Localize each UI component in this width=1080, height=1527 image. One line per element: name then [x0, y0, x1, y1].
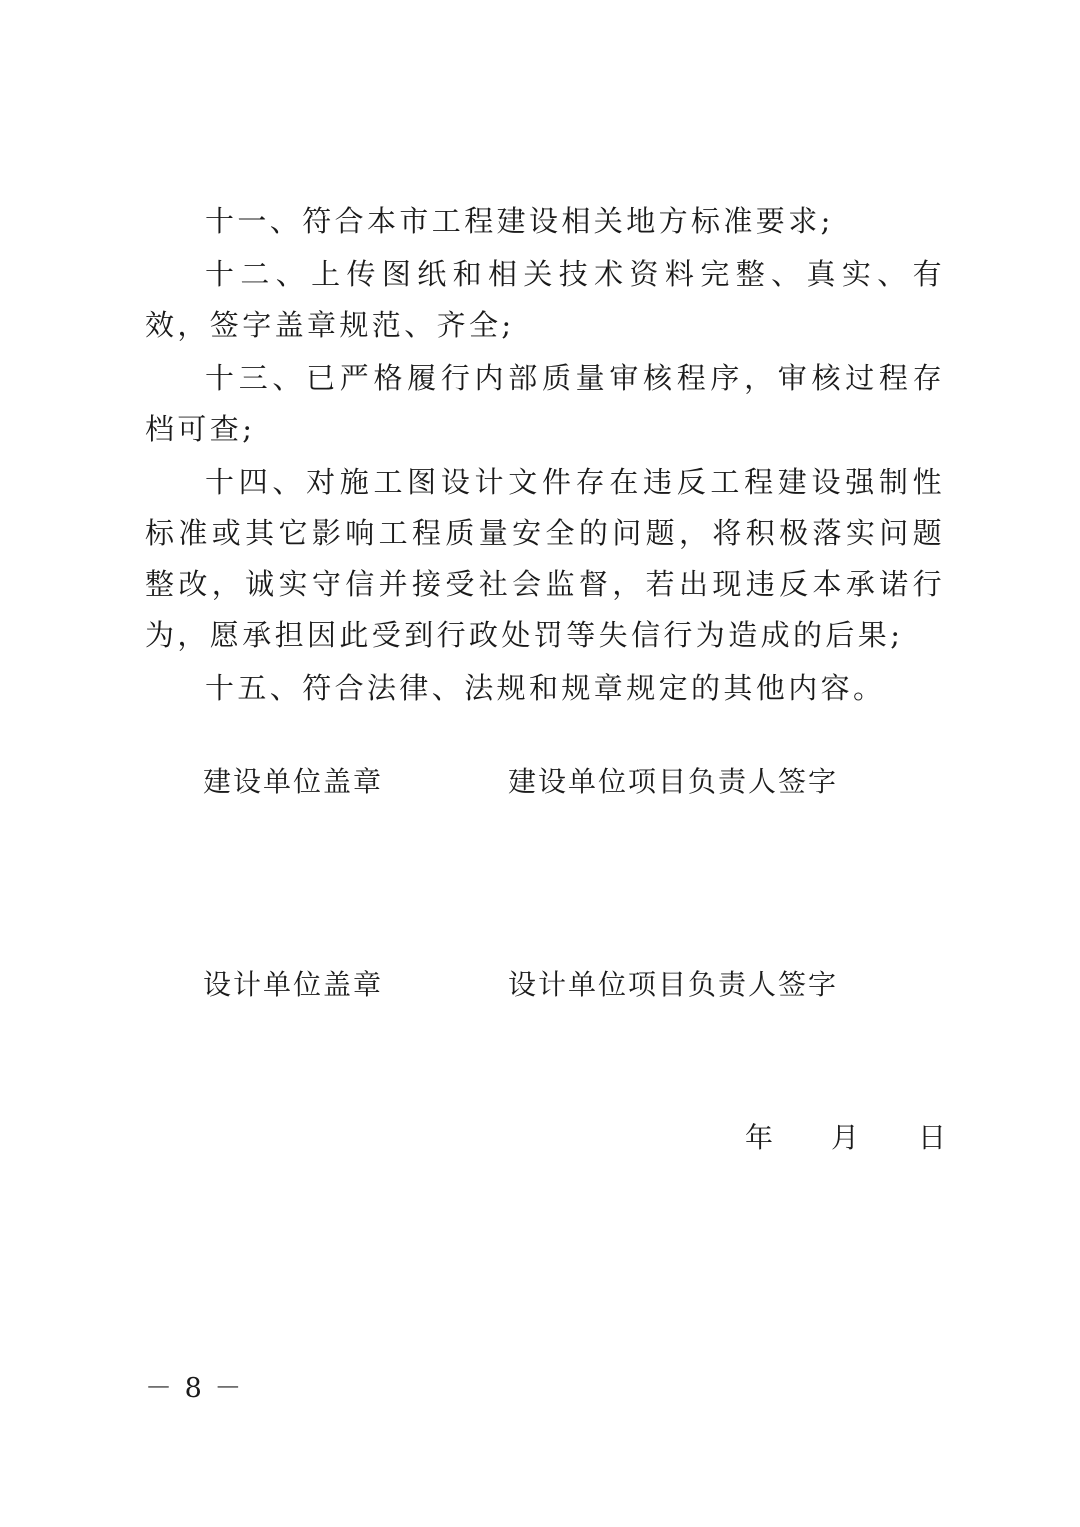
clause-12: 十二、上传图纸和相关技术资料完整、真实、有效，签字盖章规范、齐全; [145, 257, 945, 342]
design-unit-pm-signature-label: 设计单位项目负责人签字 [508, 968, 839, 1001]
date-year-label: 年 [745, 1121, 774, 1154]
design-unit-seal-label: 设计单位盖章 [203, 968, 384, 1001]
commitment-clauses [145, 196, 945, 714]
date-day-label: 日 [918, 1121, 947, 1154]
clause-15: 十五、符合法律、法规和规章规定的其他内容。 [205, 671, 886, 705]
construction-unit-seal-label: 建设单位盖章 [203, 765, 384, 798]
date-month-label: 月 [831, 1121, 860, 1154]
page-number: － 8 － [145, 1373, 244, 1404]
clause-14: 十四、对施工图设计文件存在违反工程建设强制性标准或其它影响工程质量安全的问题，将积极落实问题整改，诚实守信并接受社会监督，若出现违反本承诺行为，愿承担因此受到行政处罚等失信行为造成的后果; [145, 465, 945, 652]
construction-unit-pm-signature-label: 建设单位项目负责人签字 [508, 765, 839, 798]
clause-13: 十三、已严格履行内部质量审核程序，审核过程存档可查; [145, 361, 945, 446]
clause-11: 十一、符合本市工程建设相关地方标准要求; [205, 204, 834, 238]
